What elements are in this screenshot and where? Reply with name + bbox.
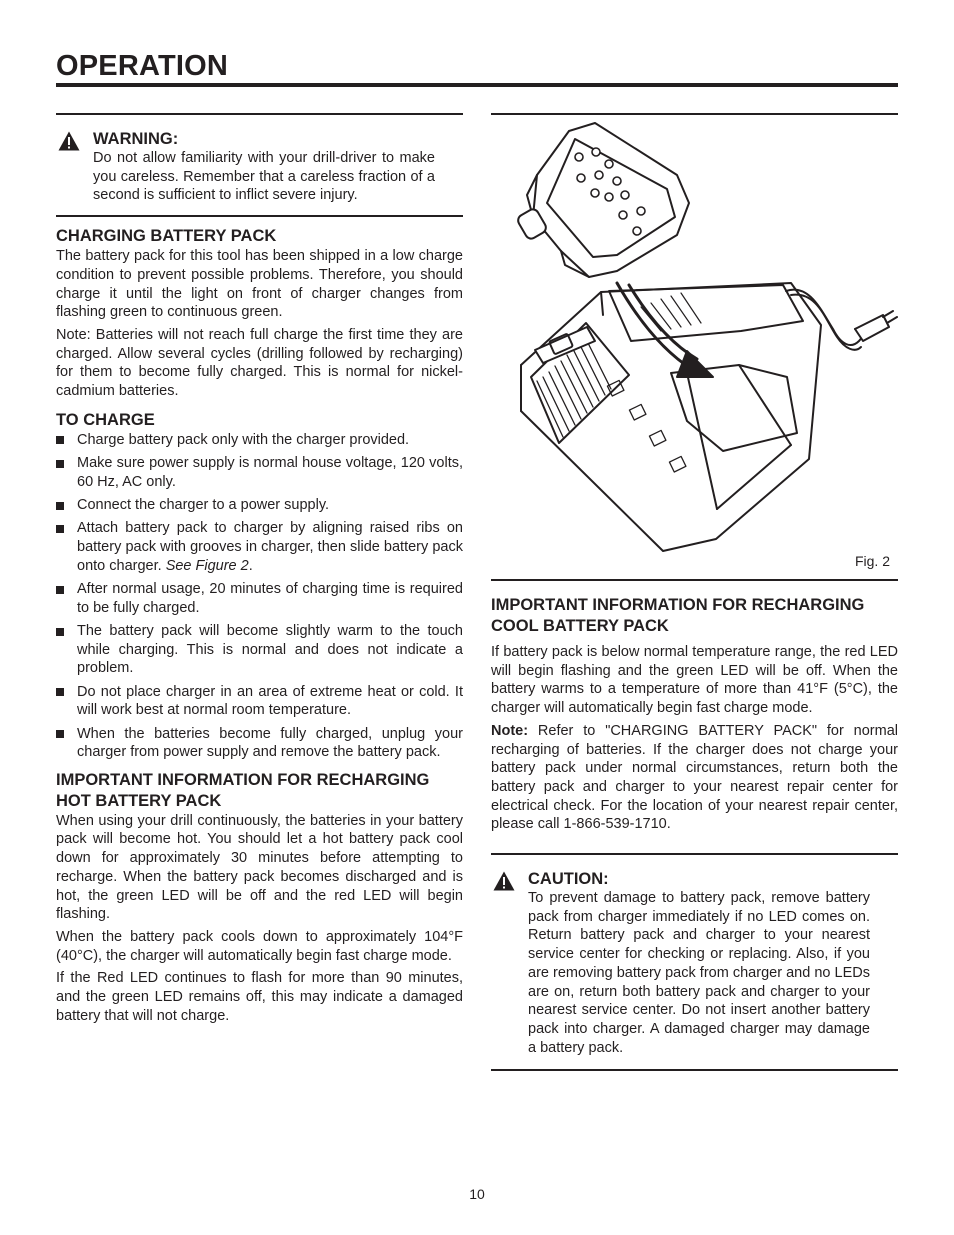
left-column: [56, 113, 463, 1025]
page-number: 10: [469, 1186, 485, 1202]
title-rule: [56, 83, 898, 87]
hot-pack-paragraph-1: When using your drill continuously, the batteries in your battery pack will become hot. You should let a hot battery pack cool down for approximately 30 minutes before attempting to recharge. When the battery pack becomes discharged and is hot, the green LED will be off and the red LED will begin flashing.: [56, 812, 463, 923]
charging-heading: CHARGING BATTERY PACK: [56, 227, 277, 246]
battery-charger-illustration: [491, 115, 898, 579]
warning-triangle-icon: [58, 131, 80, 151]
list-item: Connect the charger to a power supply.: [56, 496, 463, 515]
caution-triangle-icon: [493, 871, 515, 891]
list-item: Attach battery pack to charger by aligning raised ribs on battery pack with grooves in charger, then slide battery pack onto charger. See Figure 2.: [56, 519, 463, 575]
list-item: When the batteries become fully charged, unplug your charger from power supply and remove the battery pack.: [56, 725, 463, 762]
figure-label: Fig. 2: [854, 553, 890, 570]
list-item: Make sure power supply is normal house voltage, 120 volts, 60 Hz, AC only.: [56, 454, 463, 491]
right-column: [491, 113, 898, 1071]
list-item: After normal usage, 20 minutes of charging time is required to be fully charged.: [56, 580, 463, 617]
cool-pack-paragraph: If battery pack is below normal temperature range, the red LED will begin flashing and the green LED will be off. When the battery warms to a temperature of more than 41°F (5°C), the charger will automatically begin fast charge mode.: [491, 644, 898, 717]
warning-text: Do not allow familiarity with your drill-driver to make you careless. Remember that a careless fraction of a second is sufficient to inflict severe injury.: [93, 150, 435, 204]
caution-bottom-rule: [491, 1069, 898, 1071]
cool-pack-note: [491, 722, 898, 834]
hot-pack-paragraph-3: If the Red LED continues to flash for more than 90 minutes, and the green LED remains off, this may indicate a damaged battery that will not charge.: [56, 970, 463, 1024]
hot-pack-paragraph-2: When the battery pack cools down to approximately 104°F (40°C), the charger will automatically begin fast charge mode.: [56, 928, 463, 964]
cool-pack-heading: IMPORTANT INFORMATION FOR RECHARGING COOL BATTERY PACK: [491, 596, 865, 635]
list-item: The battery pack will become slightly warm to the touch while charging. This is normal and does not indicate a problem.: [56, 622, 463, 678]
note-label: Note:: [491, 722, 529, 739]
caution-title: CAUTION:: [528, 870, 609, 889]
caution-text: To prevent damage to battery pack, remove battery pack from charger immediately if no LED comes on. Return battery pack and charger to your nearest service center for checking or replacing. Also, if you are removing battery pack from charger and no LEDs are on, return both battery pack and charger to your nearest service center. Do not insert another battery pack into charger. A damaged charger may damage a battery pack.: [528, 890, 870, 1056]
figure-2: [491, 115, 898, 579]
page-title: OPERATION: [56, 50, 229, 82]
list-item: Do not place charger in an area of extreme heat or cold. It will work best at normal room temperature.: [56, 683, 463, 720]
to-charge-list: [56, 431, 463, 762]
to-charge-heading: TO CHARGE: [56, 410, 155, 429]
charging-paragraph-2: Note: Batteries will not reach full charge the first time they are charged. Allow several cycles (drilling followed by recharging) for them to become fully charged. This is normal for nickel-cadmium batteries.: [56, 326, 463, 400]
hot-pack-heading: IMPORTANT INFORMATION FOR RECHARGING HOT BATTERY PACK: [56, 770, 430, 810]
note-text: Refer to "CHARGING BATTERY PACK" for normal recharging of batteries. If the charger does not charge your battery pack under normal circumstances, return both the battery pack and charger to your nearest repair center for electrical check. For the location of your nearest repair center, please call 1-866-539-1710.: [491, 722, 898, 833]
caution-box: [491, 855, 898, 1069]
charging-paragraph-1: The battery pack for this tool has been shipped in a low charge condition to prevent possible problems. Therefore, you should charge it until the light on front of charger changes from flashing green to continuous green.: [56, 248, 463, 321]
see-figure-reference: See Figure 2: [165, 557, 249, 574]
list-item: Charge battery pack only with the charger provided.: [56, 431, 463, 450]
warning-title: WARNING:: [93, 130, 179, 148]
warning-box: [56, 115, 463, 215]
